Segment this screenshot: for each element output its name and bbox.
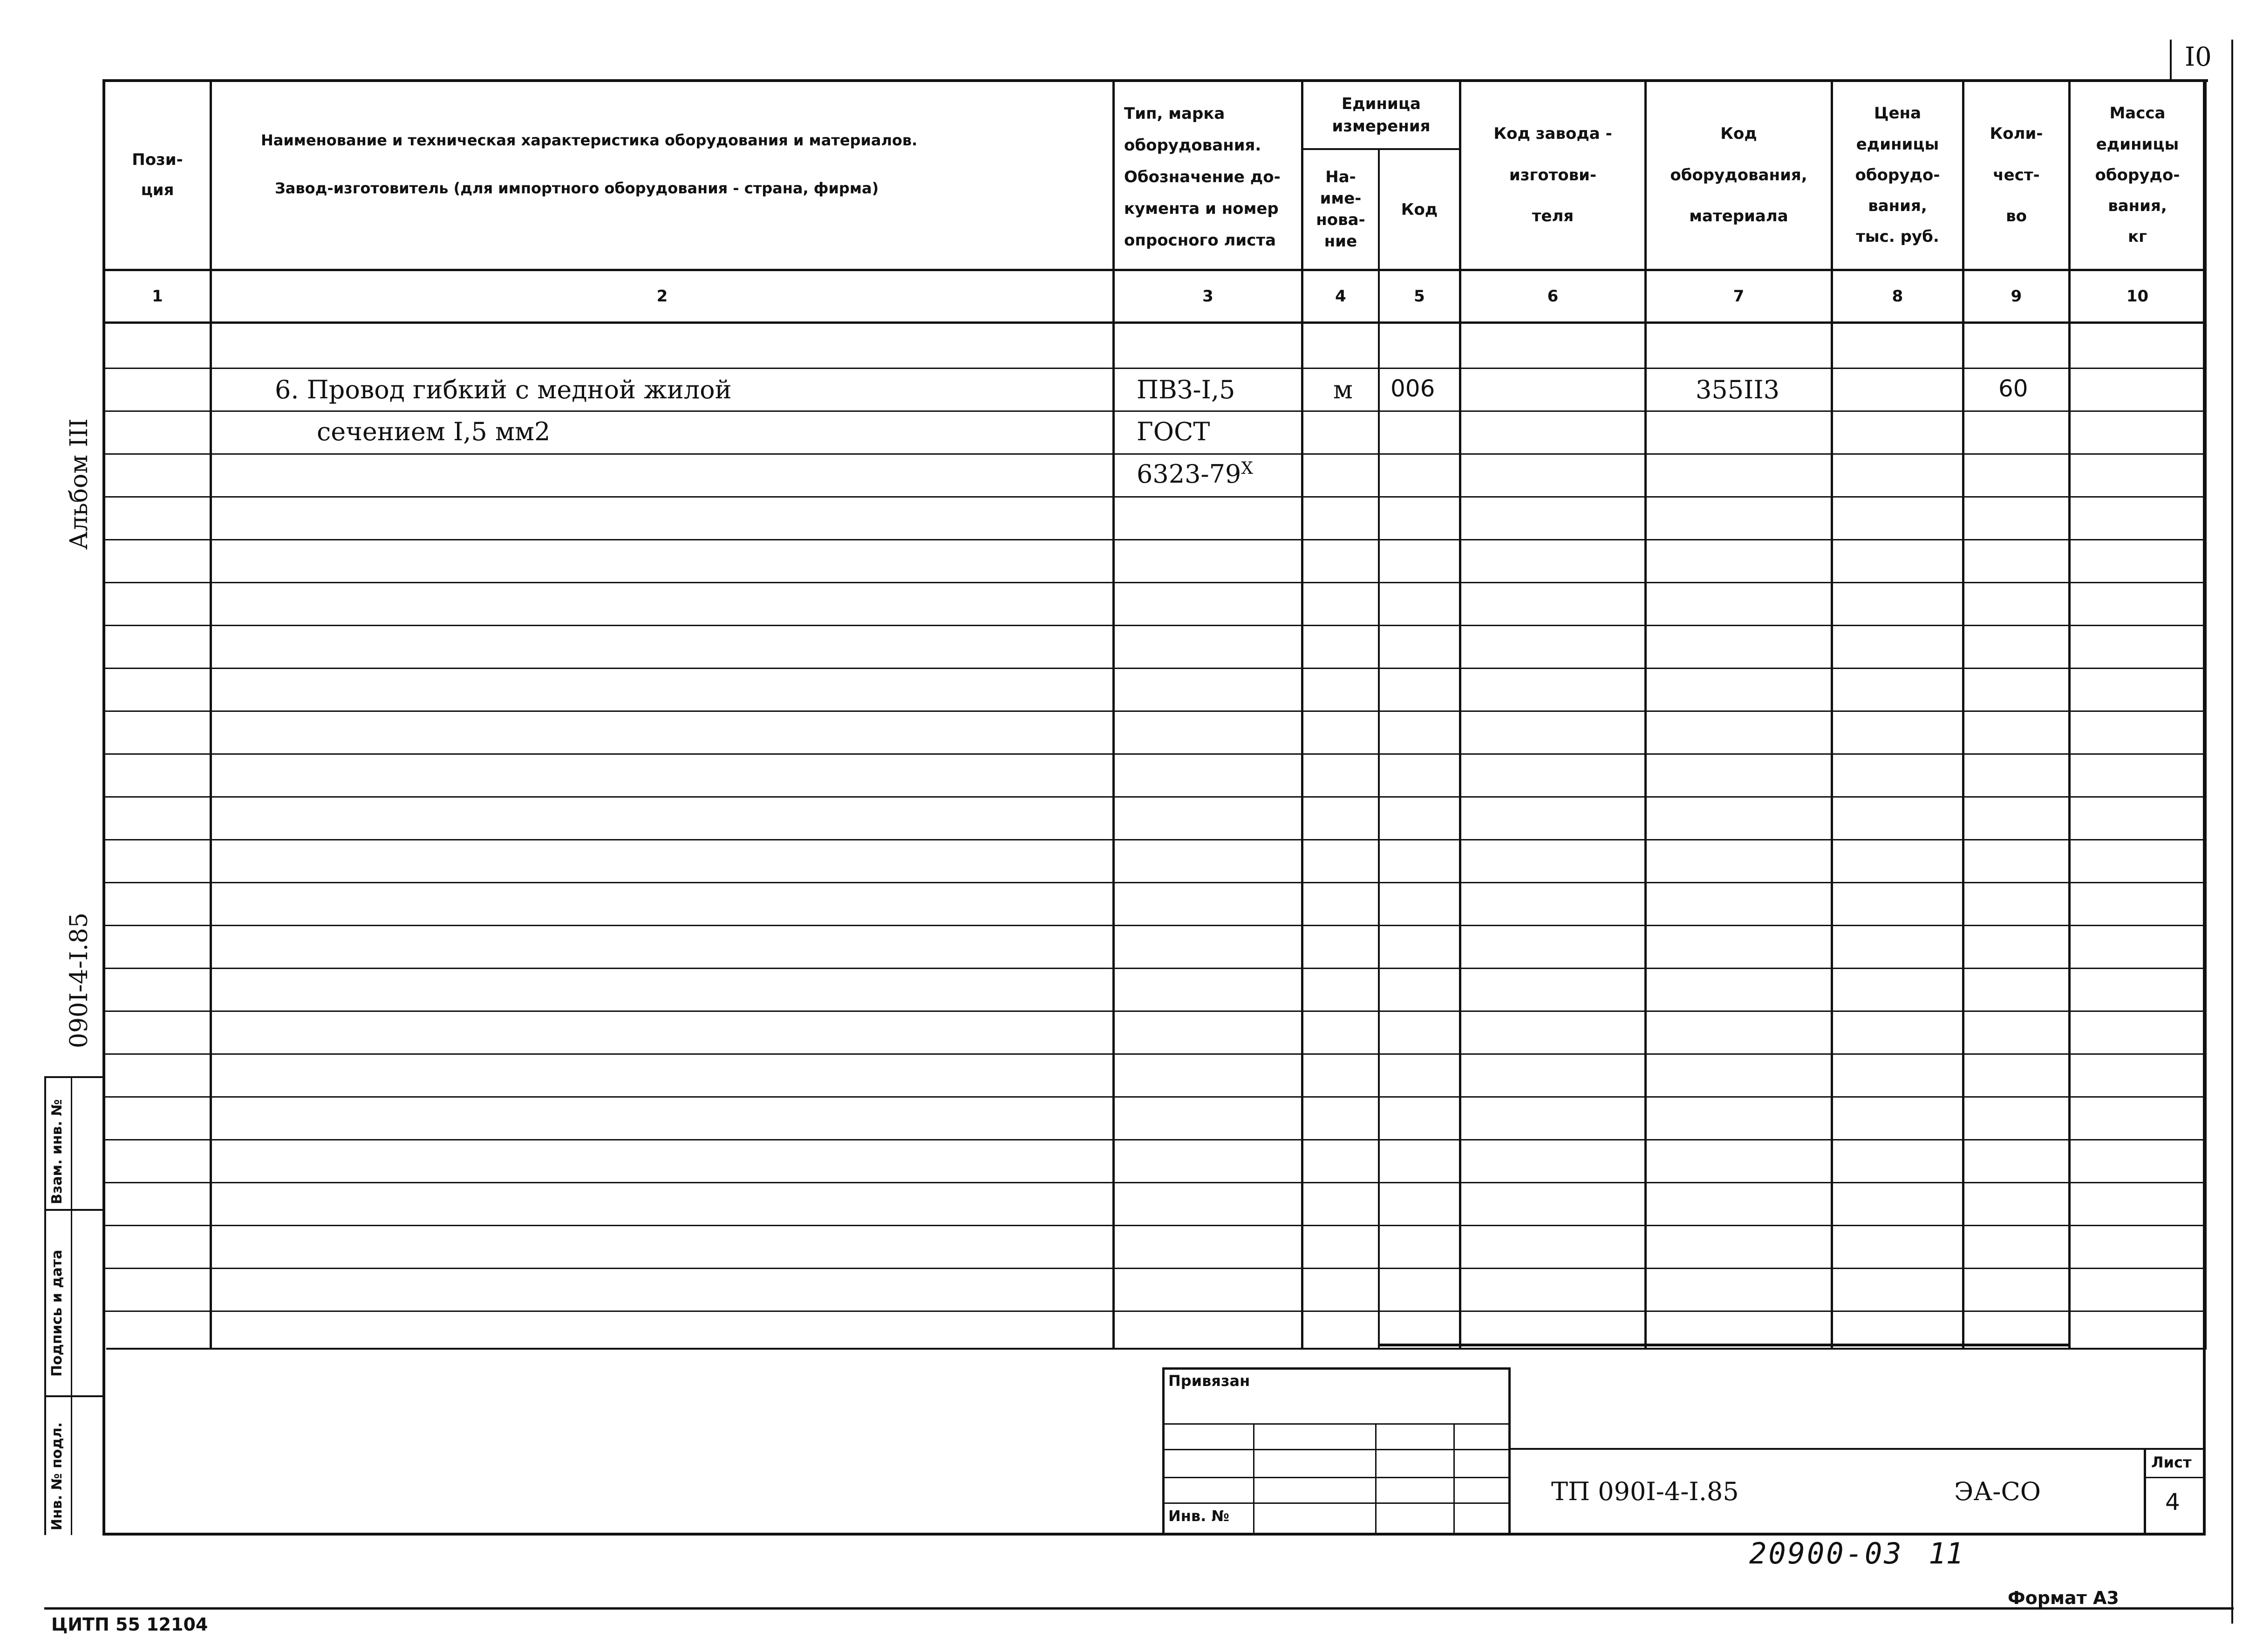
header-type: Тип, марка оборудования. Обозначение до- кумента и номер опросного листа	[1124, 104, 1281, 250]
table-row	[105, 1053, 2204, 1055]
header-price: Цена единицы оборудо- вания, тыс. руб.	[1855, 104, 1940, 246]
colnum-4: 4	[1335, 287, 1346, 306]
row3-type: $6323-79^X$	[1137, 459, 1254, 489]
table-row	[105, 496, 2204, 498]
table-row	[105, 710, 2204, 712]
title-doc-code: ТП 090I-4-I.85	[1551, 1477, 1739, 1506]
header-position: Пози- ция	[132, 150, 183, 199]
row1-type: ПВЗ-I,5	[1137, 375, 1235, 404]
header-equipment-code: Код оборудования, материала	[1670, 124, 1807, 226]
list-label: Лист	[2151, 1454, 2192, 1471]
table-row	[105, 882, 2204, 883]
table-row	[105, 582, 2204, 583]
row1-unit-code: 006	[1390, 375, 1435, 402]
table-row	[105, 1182, 2204, 1183]
row1-unit: м	[1333, 375, 1353, 404]
table-row	[105, 1139, 2204, 1140]
footer-format: Формат А3	[2008, 1588, 2119, 1608]
header-factory-code: Код завода - изготови- теля	[1493, 124, 1612, 226]
footer-stamp-page: 11	[1929, 1536, 1963, 1570]
colnum-9: 9	[2011, 287, 2022, 306]
table-row	[105, 410, 2204, 412]
header-quantity: Коли- чест- во	[1990, 124, 2043, 226]
inv-podl-label: Инв. № подл.	[49, 1422, 65, 1530]
list-value: 4	[2165, 1488, 2180, 1515]
row2-type: ГОСТ	[1137, 417, 1210, 446]
privyazan-label: Привязан	[1168, 1372, 1250, 1390]
unit-split-line	[1301, 148, 1460, 150]
table-row	[105, 839, 2204, 840]
table-row	[105, 796, 2204, 798]
frame-inner-bottom	[106, 1348, 2205, 1350]
table-row	[105, 1311, 2204, 1312]
vzam-inv-label: Взам. инв. №	[49, 1099, 65, 1204]
row2-name: сечением I,5 мм2	[317, 417, 551, 446]
inv-no-label: Инв. №	[1168, 1507, 1229, 1525]
header-unit-code: Код	[1401, 200, 1438, 219]
table-row	[105, 753, 2204, 755]
title-sheet-code: ЭА-СО	[1954, 1477, 2041, 1506]
row1-quantity: 60	[1998, 375, 2028, 402]
colnum-8: 8	[1892, 287, 1903, 306]
colnum-2: 2	[656, 287, 668, 306]
footer-stamp-number: 20900-03	[1749, 1536, 1903, 1570]
colnum-5: 5	[1414, 287, 1425, 306]
colnum-1: 1	[152, 287, 163, 306]
col-line-4	[1378, 149, 1380, 1350]
header-name-line2: Завод-изготовитель (для импортного оборудования - страна, фирма)	[275, 179, 879, 197]
table-row	[105, 368, 2204, 369]
colnum-6: 6	[1547, 287, 1559, 306]
album-label: Альбом III	[65, 418, 93, 550]
table-row	[105, 453, 2204, 455]
row1-equipment-code: 355II3	[1696, 375, 1780, 404]
colnum-7: 7	[1733, 287, 1745, 306]
table-row	[105, 968, 2204, 969]
colnum-3: 3	[1202, 287, 1213, 306]
header-unit-group: Единица измерения	[1332, 94, 1431, 136]
header-name-line1: Наименование и техническая характеристика оборудования и материалов.	[261, 131, 918, 149]
table-row	[105, 1010, 2204, 1012]
footer-tsitp: ЦИТП 55 12104	[51, 1614, 208, 1635]
table-row	[105, 1096, 2204, 1098]
colnum-bottom-line	[102, 321, 2206, 324]
header-unit-name: На- име- нова- ние	[1316, 168, 1365, 251]
frame-bottom	[102, 1533, 2206, 1536]
header-mass: Масса единицы оборудо- вания, кг	[2095, 104, 2180, 246]
table-row	[105, 539, 2204, 540]
row3-type-sup: X	[1241, 459, 1254, 478]
table-row	[105, 1268, 2204, 1269]
podpis-data-label: Подпись и дата	[49, 1249, 65, 1377]
table-row	[105, 925, 2204, 926]
row1-name: 6. Провод гибкий с медной жилой	[275, 375, 732, 404]
sheet-number-top: I0	[2185, 42, 2212, 72]
table-row	[105, 625, 2204, 626]
colnum-10: 10	[2126, 287, 2149, 306]
side-doc-code: 090I-4-I.85	[65, 912, 93, 1048]
table-row	[105, 668, 2204, 669]
table-row	[105, 1225, 2204, 1226]
